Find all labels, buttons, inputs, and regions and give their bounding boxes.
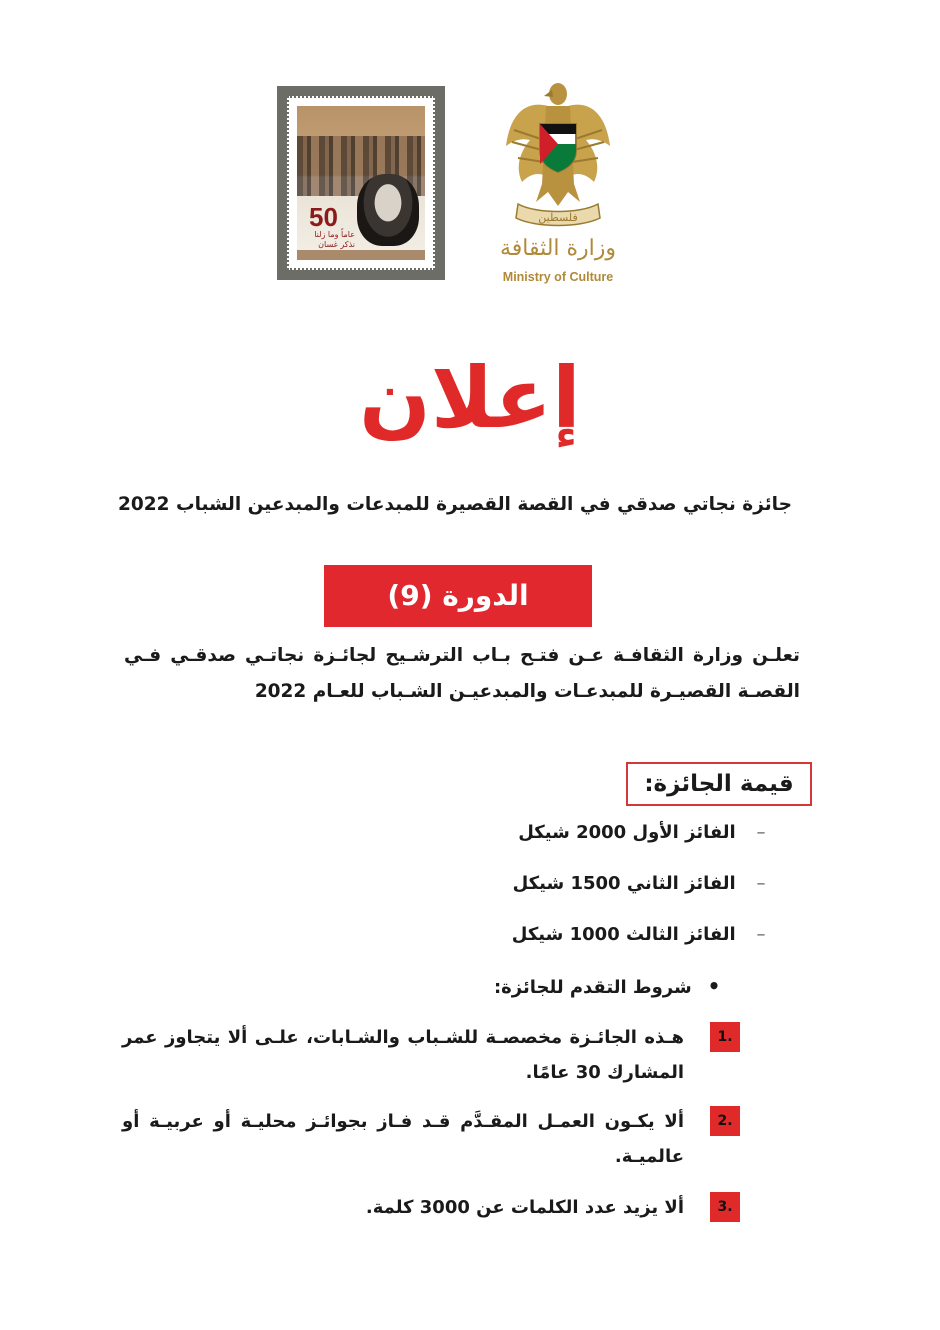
prize-item-text: الفائز الأول 2000 شيكل — [518, 822, 736, 843]
stamp-band — [297, 250, 425, 260]
emblem-scroll-text: فلسطين — [538, 211, 578, 224]
condition-text: ألا يكـون العمـل المقـدَّم قـد فـاز بجوائـز محليـة أو عربيـة أو عالميـة. — [122, 1111, 684, 1167]
stamp-caption: عاماً وما زلنا نذكر غسان — [314, 230, 355, 249]
stamp-portrait — [357, 174, 419, 246]
condition-item-2 — [122, 1104, 740, 1174]
conditions-heading — [380, 974, 730, 998]
page-title: إعلان — [359, 349, 581, 447]
condition-item-1 — [122, 1020, 740, 1090]
prize-item-text: الفائز الثاني 1500 شيكل — [512, 873, 736, 894]
stamp-logo — [277, 86, 445, 280]
prize-item-second — [380, 873, 780, 894]
dash-icon: – — [756, 873, 766, 894]
ministry-logo — [496, 80, 620, 290]
condition-text: هـذه الجائـزة مخصصـة للشـباب والشـابات، علـى ألا يتجاوز عمر المشارك 30 عامًا. — [122, 1027, 684, 1083]
bullet-icon: • — [707, 974, 721, 998]
condition-item-3 — [122, 1190, 740, 1225]
prize-item-text: الفائز الثالث 1000 شيكل — [511, 924, 736, 945]
prize-item-third — [380, 924, 780, 945]
session-badge: الدورة (9) — [324, 565, 592, 627]
announcement-paragraph: تعلـن وزارة الثقافـة عـن فتـح بـاب الترشـيح لجائـزة نجاتـي صدقـي فـي القصـة القصيـرة للمبدعـات والمبدعيـن الشـباب للعـام 2022 — [124, 645, 800, 702]
prize-item-first — [380, 822, 780, 843]
dash-icon: – — [756, 822, 766, 843]
stamp-image — [297, 106, 425, 260]
eagle-emblem-icon — [496, 80, 620, 230]
condition-number-badge: .2 — [710, 1106, 740, 1136]
dash-icon: – — [756, 924, 766, 945]
stamp-number: 50 — [309, 202, 338, 232]
award-subtitle: جائزة نجاتي صدقي في القصة القصيرة للمبدعات والمبدعين الشباب 2022 — [118, 494, 792, 515]
condition-text: ألا يزيد عدد الكلمات عن 3000 كلمة. — [365, 1197, 684, 1218]
conditions-heading-text: شروط التقدم للجائزة: — [493, 977, 692, 998]
stamp-frame — [287, 96, 435, 270]
prize-value-heading: قيمة الجائزة: — [626, 762, 812, 806]
condition-number-badge: .3 — [710, 1192, 740, 1222]
condition-number-badge: .1 — [710, 1022, 740, 1052]
ministry-name-arabic: وزارة الثقافة — [499, 236, 617, 261]
ministry-name-english: Ministry of Culture — [502, 270, 614, 284]
